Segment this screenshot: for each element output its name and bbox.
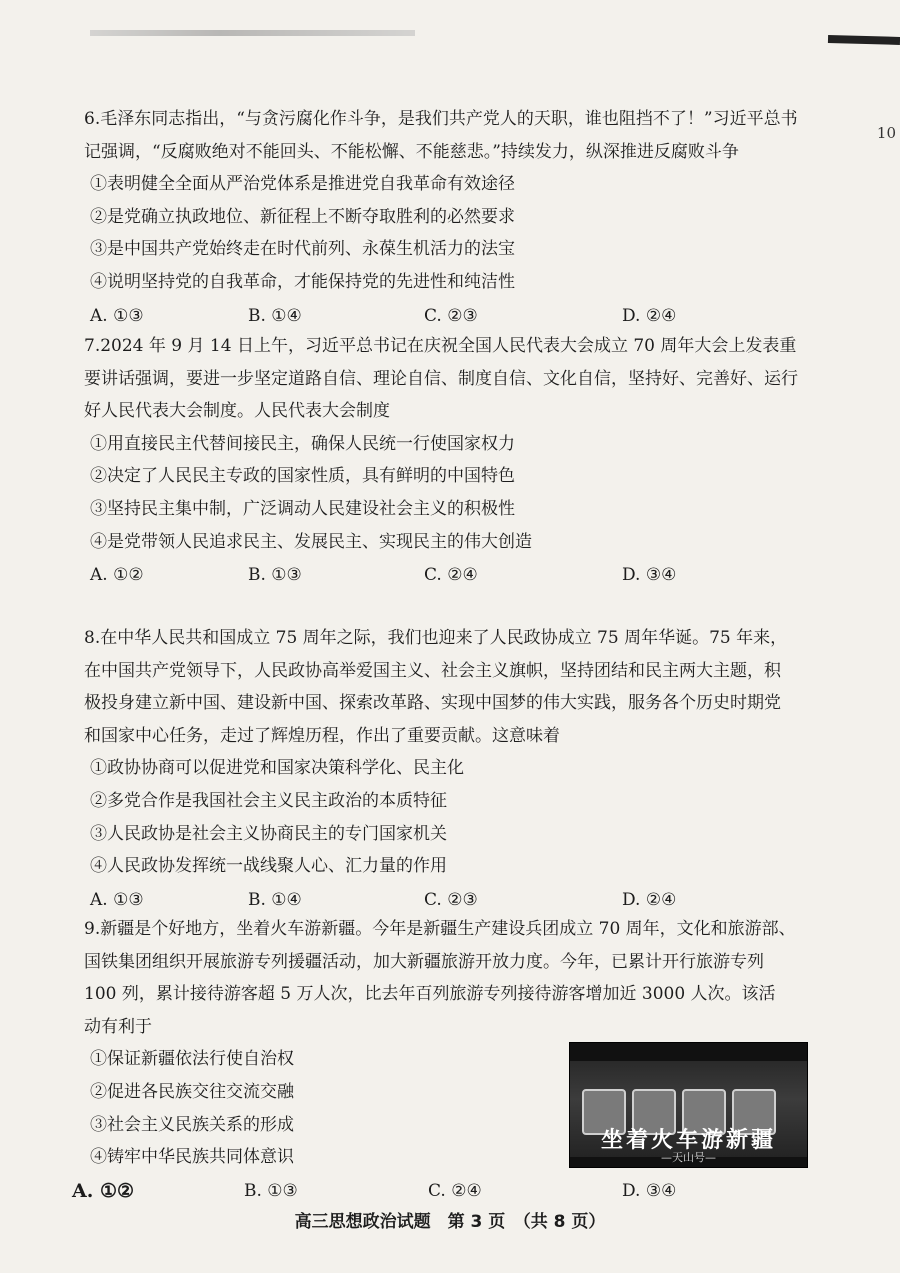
statement-option: ②决定了人民民主专政的国家性质，具有鲜明的中国特色 [90,466,515,487]
choice-a: A. ①③ [90,889,144,910]
question-stem-line: 6.毛泽东同志指出，“与贪污腐化作斗争，是我们共产党人的天职，谁也阻挡不了！”习近平总书 [84,109,798,129]
statement-option: ②是党确立执政地位、新征程上不断夺取胜利的必然要求 [90,206,515,227]
question-stem-line: 9.新疆是个好地方，坐着火车游新疆。今年是新疆生产建设兵团成立 70 周年，文化和旅游部、 [84,919,796,939]
question-8 [84,622,804,917]
header-scan-line [90,30,415,36]
choice-d: D. ②④ [622,889,677,910]
statement-option: ①保证新疆依法行使自治权 [90,1049,294,1070]
answer-choices [84,299,804,333]
choice-a: A. ①② [90,565,144,586]
page-footer: 高三思想政治试题 第 3 页 （共 8 页） [294,1212,606,1232]
choice-d: D. ②④ [622,305,677,326]
answer-choices [84,883,804,917]
question-stem-line: 国铁集团组织开展旅游专列援疆活动，加大新疆旅游开放力度。今年，已累计开行旅游专列 [84,951,764,972]
photo-caption-title: 坐着火车游新疆 [600,1128,776,1153]
choice-c: C. ②③ [424,889,478,910]
choice-d: D. ③④ [622,565,677,586]
question-stem-line: 极投身建立新中国、建设新中国、探索改革路、实现中国梦的伟大实践，服务各个历史时期党 [84,693,781,714]
choice-a: A. ①② [72,1179,135,1202]
statement-option: ④是党带领人民追求民主、发展民主、实现民主的伟大创造 [90,531,532,552]
choice-c: C. ②③ [424,305,478,326]
statement-option: ③是中国共产党始终走在时代前列、永葆生机活力的法宝 [90,239,515,260]
choice-d: D. ③④ [622,1180,677,1201]
statement-option: ②促进各民族交往交流交融 [90,1081,294,1102]
question-stem-line: 动有利于 [84,1016,152,1037]
statement-option: ③社会主义民族关系的形成 [90,1114,294,1135]
statement-option: ④说明坚持党的自我革命，才能保持党的先进性和纯洁性 [90,271,515,292]
statement-option: ①表明健全全面从严治党体系是推进党自我革命有效途径 [90,174,515,195]
question-stem-line: 在中国共产党领导下，人民政协高举爱国主义、社会主义旗帜，坚持团结和民主两大主题，积 [84,660,781,681]
choice-c: C. ②④ [428,1180,482,1201]
question-6 [84,103,804,333]
question-7 [84,330,804,592]
statement-option: ④铸牢中华民族共同体意识 [90,1147,294,1168]
answer-choices [84,558,804,592]
train-photo [569,1042,808,1168]
choice-b: B. ①④ [248,305,302,326]
photo-caption-subtitle: —天山号— [661,1151,716,1164]
choice-a: A. ①③ [90,305,144,326]
question-stem-line: 要讲话强调，要进一步坚定道路自信、理论自信、制度自信、文化自信，坚持好、完善好、运行 [84,368,798,389]
statement-option: ③坚持民主集中制，广泛调动人民建设社会主义的积极性 [90,498,515,519]
choice-c: C. ②④ [424,565,478,586]
question-stem-line: 7.2024 年 9 月 14 日上午，习近平总书记在庆祝全国人民代表大会成立 70 周年大会上发表重 [84,336,797,356]
question-stem-line: 100 列，累计接待游客超 5 万人次，比去年百列旅游专列接待游客增加近 3000 人次。该活 [84,984,776,1005]
choice-b: B. ①③ [248,565,302,586]
corner-mark [828,35,900,45]
choice-b: B. ①③ [244,1180,298,1201]
question-stem-line: 8.在中华人民共和国成立 75 周年之际，我们也迎来了人民政协成立 75 周年华诞。75 年来， [84,628,788,648]
statement-option: ④人民政协发挥统一战线聚人心、汇力量的作用 [90,856,447,877]
question-stem-line: 记强调，“反腐败绝对不能回头、不能松懈、不能慈悲。”持续发力，纵深推进反腐败斗争 [84,141,739,162]
answer-choices [72,1174,804,1208]
statement-option: ③人民政协是社会主义协商民主的专门国家机关 [90,823,447,844]
question-stem-line: 好人民代表大会制度。人民代表大会制度 [84,401,390,422]
choice-b: B. ①④ [248,889,302,910]
statement-option: ①政协协商可以促进党和国家决策科学化、民主化 [90,758,464,779]
statement-option: ②多党合作是我国社会主义民主政治的本质特征 [90,790,447,811]
statement-option: ①用直接民主代替间接民主，确保人民统一行使国家权力 [90,433,515,454]
question-stem-line: 和国家中心任务，走过了辉煌历程，作出了重要贡献。这意味着 [84,725,560,746]
edge-page-number: 10 [876,124,896,142]
